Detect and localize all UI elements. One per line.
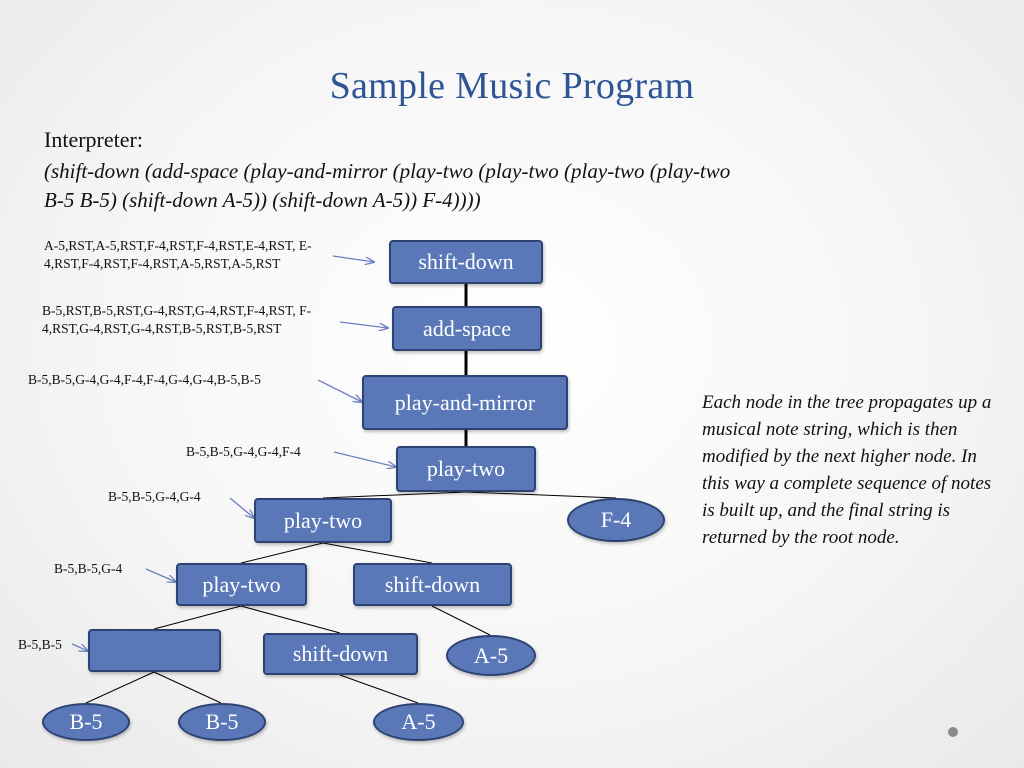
- edge-play-two-1-right: [466, 492, 616, 498]
- annotation-shift-down-root: A-5,RST,A-5,RST,F-4,RST,F-4,RST,E-4,RST, E-4,RST,F-4,RST,F-4,RST,A-5,RST,A-5,RST: [44, 238, 312, 271]
- arrow-to-play-two-3: [146, 569, 176, 582]
- node-play-two-4: [88, 629, 221, 672]
- edge-play-two-2-right: [323, 543, 432, 563]
- annotation-add-space: B-5,RST,B-5,RST,G-4,RST,G-4,RST,F-4,RST, F-4,RST,G-4,RST,G-4,RST,B-5,RST,B-5,RST: [42, 303, 312, 336]
- annotation-play-and-mirror: B-5,B-5,G-4,G-4,F-4,F-4,G-4,G-4,B-5,B-5: [28, 372, 261, 387]
- arrow-to-add-space: [340, 322, 388, 328]
- edge-play-two-4-right: [154, 672, 221, 703]
- annotation-play-two-1: B-5,B-5,G-4,G-4,F-4: [186, 444, 301, 459]
- edge-play-two-4-left: [86, 672, 154, 703]
- slide-title: Sample Music Program: [329, 65, 695, 107]
- node-play-and-mirror: play-and-mirror: [362, 375, 568, 430]
- node-shift-down-root: shift-down: [389, 240, 543, 284]
- node-a5-1: A-5: [446, 635, 536, 676]
- arrow-to-play-two-4: [72, 644, 88, 651]
- arrow-to-play-two-2: [230, 498, 254, 518]
- interpreter-code-line-1: (shift-down (add-space (play-and-mirror (play-two (play-two (play-two (play-two: [44, 159, 731, 183]
- node-add-space: add-space: [392, 306, 542, 351]
- node-b5-2: B-5: [178, 703, 266, 741]
- edge-play-two-2-left: [241, 543, 323, 563]
- arrow-to-play-two-1: [334, 452, 396, 467]
- interpreter-label: Interpreter:: [44, 127, 143, 152]
- node-play-two-3: play-two: [176, 563, 307, 606]
- arrow-to-shift-down-root: [333, 256, 374, 262]
- node-shift-down-3: shift-down: [263, 633, 418, 675]
- interpreter-code-line-2: B-5 B-5) (shift-down A-5)) (shift-down A-5)) F-4)))): [44, 188, 481, 212]
- node-shift-down-2: shift-down: [353, 563, 512, 606]
- node-play-two-1: play-two: [396, 446, 536, 492]
- slide-bullet-dot: [948, 727, 958, 737]
- edge-play-two-3-right: [241, 606, 340, 633]
- annotation-play-two-4: B-5,B-5: [18, 637, 62, 652]
- edge-shift-down-3-to-a5: [340, 675, 418, 703]
- node-b5-1: B-5: [42, 703, 130, 741]
- node-f4: F-4: [567, 498, 665, 542]
- node-a5-2: A-5: [373, 703, 464, 741]
- edge-shift-down-2-to-a5: [432, 606, 490, 635]
- explanation-caption: Each node in the tree propagates up a musical note string, which is then modified by the next higher node. In this way a complete sequence of notes is built up, and the final string is returned by the root node.: [702, 392, 992, 548]
- annotation-play-two-2: B-5,B-5,G-4,G-4: [108, 489, 201, 504]
- annotation-play-two-3: B-5,B-5,G-4: [54, 561, 123, 576]
- node-play-two-2: play-two: [254, 498, 392, 543]
- edge-play-two-3-left: [154, 606, 241, 629]
